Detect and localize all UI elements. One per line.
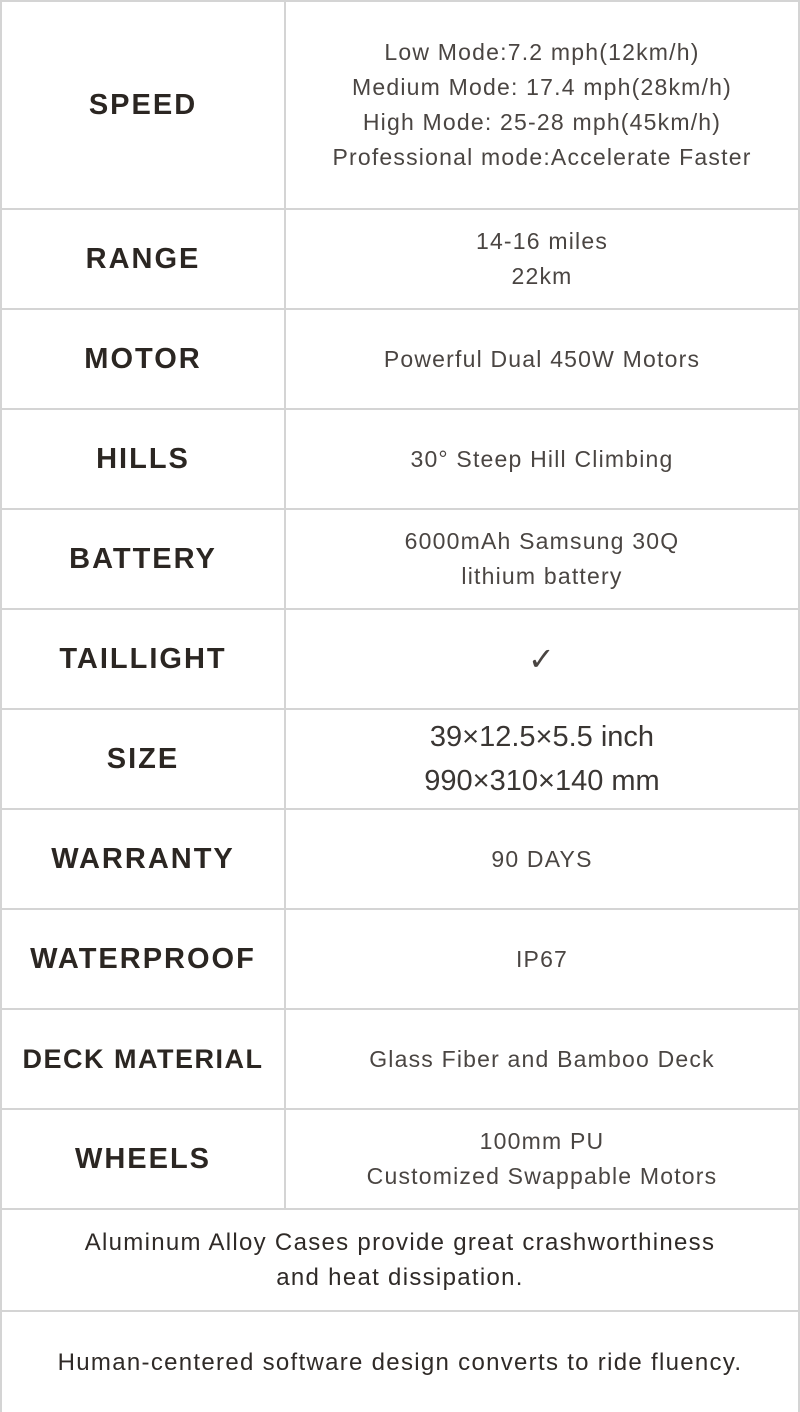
spec-value-line: 22km — [511, 263, 573, 289]
spec-value-line: 100mm PU — [479, 1128, 605, 1154]
spec-value — [286, 810, 798, 908]
spec-value-line: Customized Swappable Motors — [366, 1163, 718, 1189]
spec-row-deck-material — [2, 1010, 798, 1110]
spec-label: WARRANTY — [2, 810, 286, 908]
spec-value-line: IP67 — [515, 945, 569, 972]
note-software-design — [2, 1312, 798, 1412]
spec-value-line: 39×12.5×5.5 inch — [429, 721, 655, 753]
spec-row-motor — [2, 310, 798, 410]
spec-value — [286, 710, 798, 808]
spec-label: BATTERY — [2, 510, 286, 608]
spec-label: RANGE — [2, 210, 286, 308]
spec-row-wheels — [2, 1110, 798, 1210]
spec-value — [286, 1010, 798, 1108]
spec-value — [286, 2, 798, 208]
spec-label: SPEED — [2, 2, 286, 208]
spec-value — [286, 1110, 798, 1208]
spec-value — [286, 610, 798, 708]
spec-row-warranty — [2, 810, 798, 910]
spec-label: TAILLIGHT — [2, 610, 286, 708]
note-line: Human-centered software design converts to ride fluency. — [57, 1348, 743, 1376]
spec-label: SIZE — [2, 710, 286, 808]
spec-row-hills — [2, 410, 798, 510]
spec-value — [286, 510, 798, 608]
spec-row-battery — [2, 510, 798, 610]
spec-row-waterproof — [2, 910, 798, 1010]
spec-value-line: 30° Steep Hill Climbing — [410, 445, 674, 472]
spec-value-line: Glass Fiber and Bamboo Deck — [369, 1045, 715, 1072]
spec-label: MOTOR — [2, 310, 286, 408]
spec-label: HILLS — [2, 410, 286, 508]
note-line: and heat dissipation. — [276, 1264, 524, 1291]
spec-value-line: 90 DAYS — [491, 845, 593, 872]
spec-label: DECK MATERIAL — [2, 1010, 286, 1108]
spec-value-line: High Mode: 25-28 mph(45km/h) — [362, 109, 722, 135]
spec-row-speed — [2, 2, 798, 210]
note-aluminum-cases — [2, 1210, 798, 1312]
spec-row-range — [2, 210, 798, 310]
spec-value-line: Professional mode:Accelerate Faster — [332, 144, 752, 170]
spec-label: WATERPROOF — [2, 910, 286, 1008]
spec-value-line: 14-16 miles — [475, 228, 609, 254]
spec-row-size — [2, 710, 798, 810]
spec-value-line: Powerful Dual 450W Motors — [383, 345, 701, 372]
spec-value — [286, 410, 798, 508]
spec-value-line: Low Mode:7.2 mph(12km/h) — [384, 39, 700, 65]
spec-value-line: lithium battery — [461, 563, 623, 589]
spec-label: WHEELS — [2, 1110, 286, 1208]
spec-value — [286, 210, 798, 308]
spec-value-line: 6000mAh Samsung 30Q — [404, 528, 680, 554]
note-line: Aluminum Alloy Cases provide great crashworthiness — [84, 1229, 716, 1256]
spec-value-line: 990×310×140 mm — [424, 765, 660, 797]
spec-row-taillight — [2, 610, 798, 710]
spec-value — [286, 910, 798, 1008]
spec-value — [286, 310, 798, 408]
checkmark-icon: ✓ — [527, 640, 556, 677]
spec-value-line: Medium Mode: 17.4 mph(28km/h) — [352, 74, 732, 100]
